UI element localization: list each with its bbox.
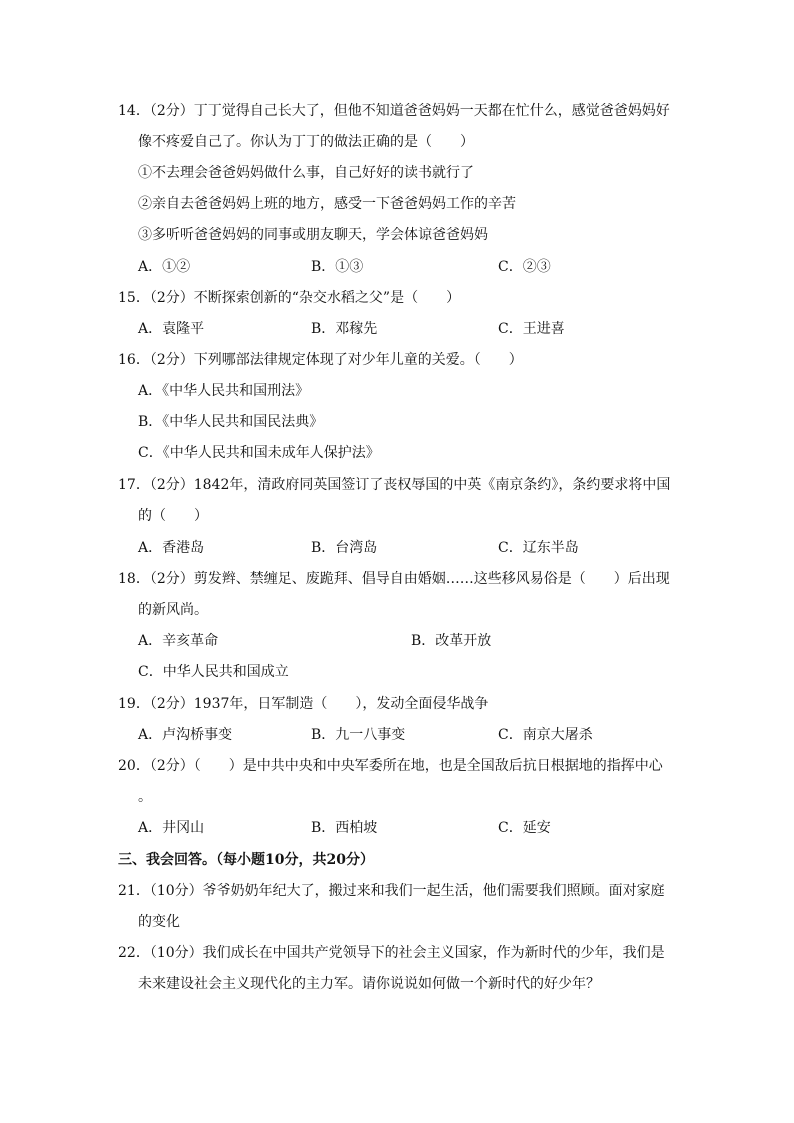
question-text: 剪发辫、禁缠足、废跪拜、倡导自由婚姻……这些移风易俗是（ ）后出现 — [193, 571, 670, 587]
section-heading: 三、我会回答。（每小题10分，共20分） — [118, 852, 374, 868]
option-a[interactable]: A．井冈山 — [138, 820, 205, 836]
question-score: （2分） — [149, 290, 194, 306]
option-a[interactable]: A．香港岛 — [138, 540, 205, 556]
question-text-cont: 未来建设社会主义现代化的主力军。请你说说如何做一个新时代的好少年？ — [138, 976, 600, 992]
question-number: 14． — [118, 103, 150, 119]
statement-1: ①不去理会爸爸妈妈做什么事，自己好好的读书就行了 — [138, 165, 474, 181]
question-number: 19． — [118, 696, 150, 712]
question-text: 我们成长在中国共产党领导下的社会主义国家，作为新时代的少年，我们是 — [202, 945, 665, 961]
question-text-cont: 像不疼爱自己了。你认为丁丁的做法正确的是（ ） — [138, 134, 474, 150]
question-17 — [118, 474, 670, 496]
question-text: 不断探索创新的“杂交水稻之父”是（ ） — [193, 290, 461, 306]
option-c[interactable]: C．中华人民共和国成立 — [138, 664, 289, 680]
question-score: （2分） — [149, 571, 194, 587]
option-b[interactable]: B．改革开放 — [411, 633, 492, 649]
option-b[interactable]: B．台湾岛 — [311, 540, 378, 556]
question-number: 16． — [118, 352, 150, 368]
question-score: （10分） — [149, 883, 203, 899]
option-c[interactable]: C．延安 — [498, 820, 551, 836]
question-18 — [118, 568, 670, 590]
option-b[interactable]: B．①③ — [311, 259, 364, 275]
question-number: 20． — [118, 758, 150, 774]
question-15 — [118, 287, 460, 309]
question-number: 18． — [118, 571, 150, 587]
question-number: 22． — [118, 945, 150, 961]
question-text: 1842年，清政府同英国签订了丧权辱国的中英《南京条约》，条约要求将中国 — [193, 477, 671, 493]
question-22 — [118, 942, 665, 964]
question-score: （2分） — [149, 696, 194, 712]
question-text-cont: 的变化 — [138, 914, 180, 930]
option-a[interactable]: A．袁隆平 — [138, 321, 205, 337]
question-text-cont: 的（ ） — [138, 508, 208, 524]
option-c[interactable]: C．辽东半岛 — [498, 540, 579, 556]
question-number: 17． — [118, 477, 150, 493]
question-number: 15． — [118, 290, 150, 306]
option-c[interactable]: C．②③ — [498, 259, 551, 275]
option-b[interactable]: B．西柏坡 — [311, 820, 378, 836]
statement-3: ③多听听爸爸妈妈的同事或朋友聊天，学会体谅爸爸妈妈 — [138, 227, 488, 243]
option-c[interactable]: C．王进喜 — [498, 321, 565, 337]
question-score: （2分） — [149, 103, 194, 119]
question-text: 下列哪部法律规定体现了对少年儿童的关爱。（ ） — [193, 352, 523, 368]
question-text: 爷爷奶奶年纪大了，搬过来和我们一起生活，他们需要我们照顾。面对家庭 — [202, 883, 665, 899]
option-b[interactable]: B．邓稼先 — [311, 321, 378, 337]
statement-2: ②亲自去爸爸妈妈上班的地方，感受一下爸爸妈妈工作的辛苦 — [138, 196, 516, 212]
option-c[interactable]: C．南京大屠杀 — [498, 727, 593, 743]
question-score: （2分） — [149, 477, 194, 493]
question-14 — [118, 100, 670, 122]
option-c[interactable]: C．《中华人民共和国未成年人保护法》 — [138, 445, 380, 461]
option-a[interactable]: A．①② — [138, 259, 191, 275]
option-b[interactable]: B．《中华人民共和国民法典》 — [138, 414, 324, 430]
question-score: （2分） — [149, 352, 194, 368]
question-16 — [118, 349, 523, 371]
question-20 — [118, 755, 663, 777]
question-number: 21． — [118, 883, 150, 899]
question-19 — [118, 693, 488, 715]
question-text-cont: 。 — [138, 789, 152, 805]
question-text: 丁丁觉得自己长大了，但他不知道爸爸妈妈一天都在忙什么，感觉爸爸妈妈好 — [193, 103, 670, 119]
option-a[interactable]: A．卢沟桥事变 — [138, 727, 233, 743]
option-a[interactable]: A．辛亥革命 — [138, 633, 219, 649]
question-score: （2分） — [149, 758, 194, 774]
question-score: （10分） — [149, 945, 203, 961]
question-text: 1937年，日军制造（ ），发动全面侵华战争 — [193, 696, 489, 712]
option-a[interactable]: A．《中华人民共和国刑法》 — [138, 383, 310, 399]
option-b[interactable]: B．九一八事变 — [311, 727, 406, 743]
question-text-cont: 的新风尚。 — [138, 602, 208, 618]
question-text: （ ）是中共中央和中央军委所在地，也是全国敌后抗日根据地的指挥中心 — [193, 758, 663, 774]
question-21 — [118, 880, 665, 902]
